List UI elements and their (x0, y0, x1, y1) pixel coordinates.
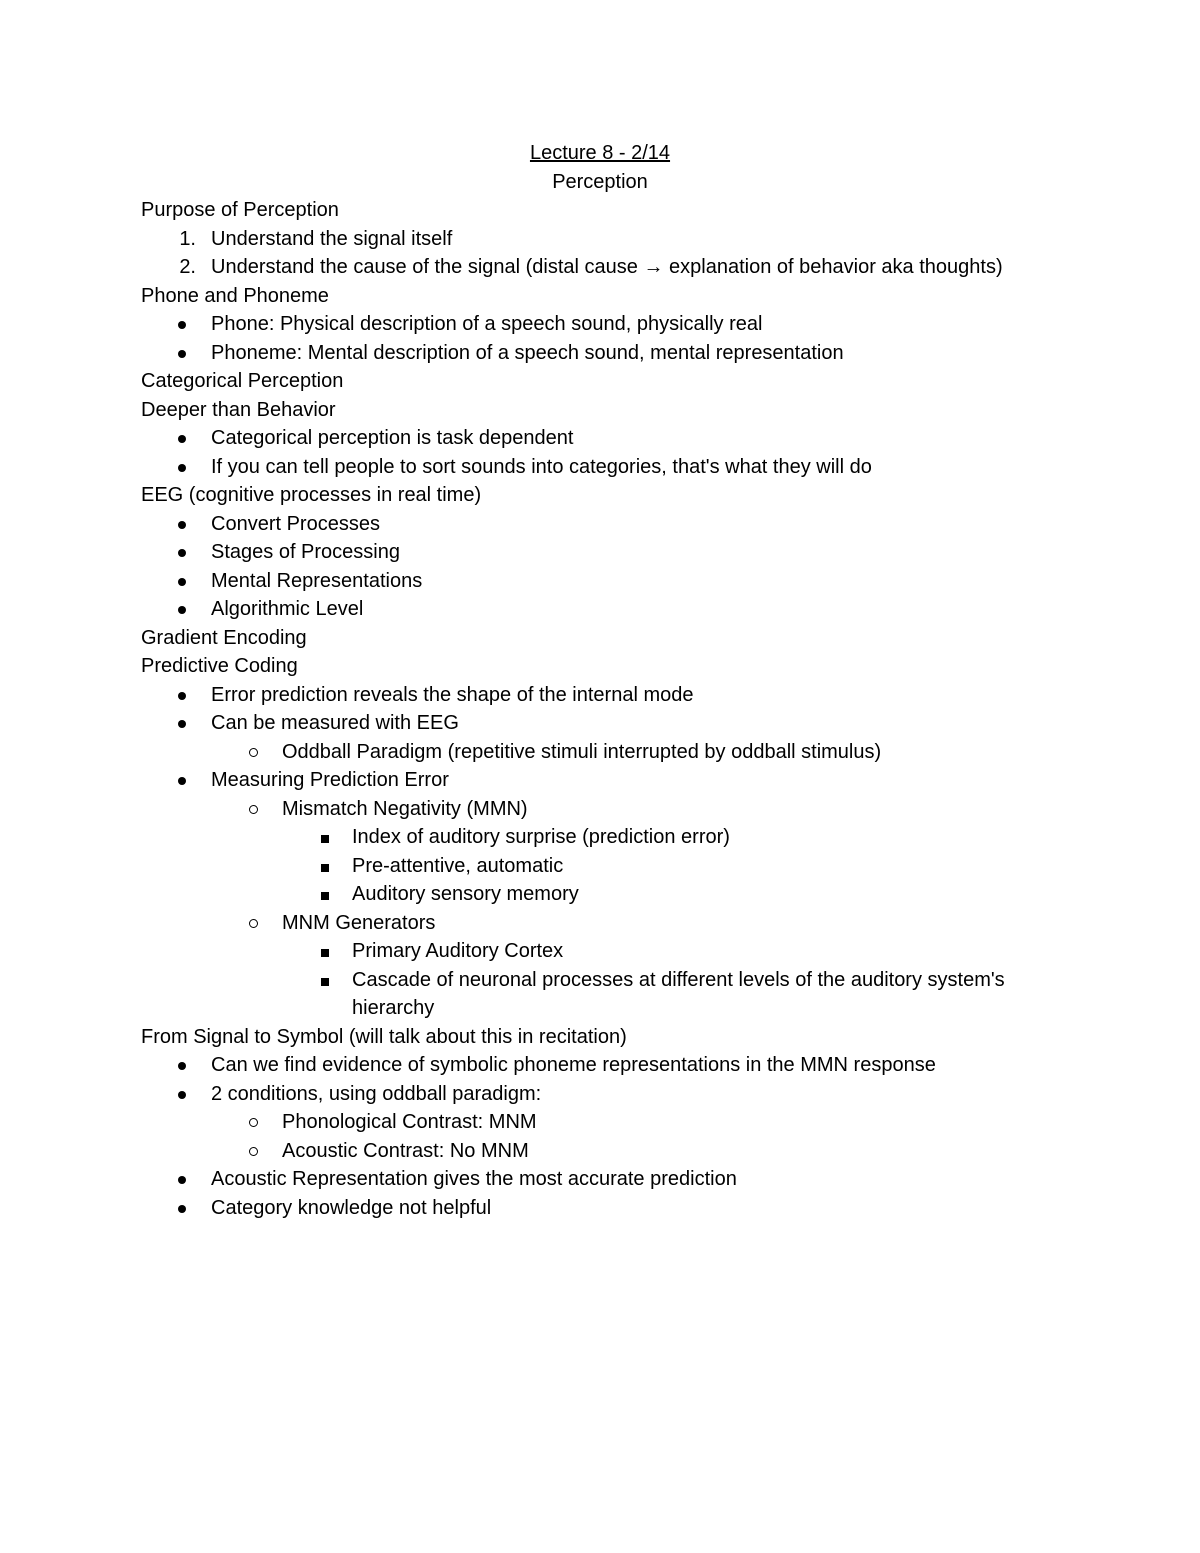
list-item-text: Stages of Processing (211, 541, 400, 563)
list-item (141, 1137, 1061, 1166)
section-heading: EEG (cognitive processes in real time) (141, 484, 482, 506)
list-item (141, 567, 1061, 596)
page-title: Lecture 8 - 2/14 (529, 142, 671, 164)
list-item (141, 852, 1061, 881)
list-number: 1. (179, 227, 196, 250)
list-item-text: Measuring Prediction Error (211, 769, 449, 791)
bullet-dot-icon (178, 521, 186, 529)
list-item (141, 225, 1061, 254)
list-item (141, 595, 1061, 624)
bullet-list (141, 510, 1061, 624)
document-body (141, 139, 1061, 1222)
list-item-text: Understand the signal itself (211, 227, 453, 250)
list-item (141, 1051, 1061, 1080)
list-item-text: Phonological Contrast: MNM (282, 1111, 537, 1133)
page-subtitle: Perception (552, 170, 648, 193)
section-heading: Purpose of Perception (141, 199, 339, 221)
list-item (141, 1080, 1061, 1109)
list-item-text: Auditory sensory memory (352, 883, 579, 905)
bullet-circle-icon (249, 919, 258, 928)
bullet-square-icon (321, 978, 329, 986)
list-item (141, 1194, 1061, 1223)
bullet-circle-icon (249, 1147, 258, 1156)
bullet-circle-icon (249, 1118, 258, 1127)
list-item-text: Error prediction reveals the shape of the internal mode (211, 683, 694, 706)
list-item-text: Cascade of neuronal processes at different levels of the auditory system's hierarchy (352, 968, 1005, 1019)
bullet-square-icon (321, 949, 329, 957)
bullet-square-icon (321, 864, 329, 872)
bullet-circle-icon (249, 805, 258, 814)
section-heading: Phone and Phoneme (141, 284, 329, 307)
list-item (141, 538, 1061, 567)
bullet-dot-icon (178, 1176, 186, 1184)
list-item (141, 966, 1061, 1023)
list-item (141, 766, 1061, 795)
section-heading: Deeper than Behavior (141, 398, 336, 421)
bullet-list (141, 681, 1061, 1023)
bullet-dot-icon (178, 1062, 186, 1070)
list-item-text: Can we find evidence of symbolic phoneme representations in the MMN response (211, 1054, 936, 1076)
section-heading: From Signal to Symbol (will talk about this in recitation) (141, 1025, 627, 1048)
list-item-text: Can be measured with EEG (211, 712, 459, 734)
bullet-circle-icon (249, 748, 258, 757)
bullet-dot-icon (178, 321, 186, 329)
bullet-list (141, 424, 1061, 481)
list-item (141, 709, 1061, 738)
list-item (141, 937, 1061, 966)
bullet-square-icon (321, 892, 329, 900)
section-heading: Predictive Coding (141, 655, 298, 677)
bullet-dot-icon (178, 1091, 186, 1099)
list-item-text: Phone: Physical description of a speech sound, physically real (211, 313, 763, 335)
bullet-dot-icon (178, 692, 186, 700)
list-item (141, 823, 1061, 852)
list-item-text: Phoneme: Mental description of a speech sound, mental representation (211, 341, 844, 364)
section-heading: Categorical Perception (141, 370, 344, 392)
list-item-text: Category knowledge not helpful (211, 1196, 492, 1219)
list-item-text: Oddball Paradigm (repetitive stimuli interrupted by oddball stimulus) (282, 740, 882, 763)
list-item-text: Understand the cause of the signal (distal cause → explanation of behavior aka thoughts) (211, 256, 1003, 278)
bullet-dot-icon (178, 435, 186, 443)
list-item (141, 253, 1061, 282)
list-item-text: Algorithmic Level (211, 598, 364, 620)
list-item-text: Mismatch Negativity (MMN) (282, 797, 528, 820)
list-item-text: Acoustic Representation gives the most accurate prediction (211, 1168, 737, 1190)
section-heading: Gradient Encoding (141, 626, 307, 649)
numbered-list (141, 225, 1061, 282)
list-item (141, 880, 1061, 909)
list-item-text: Pre-attentive, automatic (352, 854, 564, 877)
list-item-text: MNM Generators (282, 911, 436, 934)
bullet-dot-icon (178, 350, 186, 358)
bullet-dot-icon (178, 720, 186, 728)
list-item (141, 510, 1061, 539)
list-item-text: Index of auditory surprise (prediction error) (352, 826, 730, 848)
list-item-text: 2 conditions, using oddball paradigm: (211, 1082, 542, 1105)
bullet-dot-icon (178, 777, 186, 785)
bullet-dot-icon (178, 464, 186, 472)
bullet-dot-icon (178, 578, 186, 586)
bullet-square-icon (321, 835, 329, 843)
list-number: 2. (179, 256, 196, 278)
list-item (141, 453, 1061, 482)
list-item-text: Categorical perception is task dependent (211, 427, 574, 449)
list-item-text: Acoustic Contrast: No MNM (282, 1139, 529, 1162)
list-item-text: Mental Representations (211, 569, 423, 592)
list-item (141, 424, 1061, 453)
bullet-list (141, 310, 1061, 367)
list-item (141, 738, 1061, 767)
list-item (141, 310, 1061, 339)
list-item (141, 909, 1061, 938)
list-item (141, 795, 1061, 824)
bullet-dot-icon (178, 606, 186, 614)
list-item (141, 1108, 1061, 1137)
list-item (141, 1165, 1061, 1194)
list-item-text: Primary Auditory Cortex (352, 940, 564, 962)
list-item-text: Convert Processes (211, 512, 380, 535)
list-item-text: If you can tell people to sort sounds into categories, that's what they will do (211, 455, 872, 478)
list-item (141, 339, 1061, 368)
list-item (141, 681, 1061, 710)
bullet-dot-icon (178, 549, 186, 557)
bullet-list (141, 1051, 1061, 1222)
bullet-dot-icon (178, 1205, 186, 1213)
